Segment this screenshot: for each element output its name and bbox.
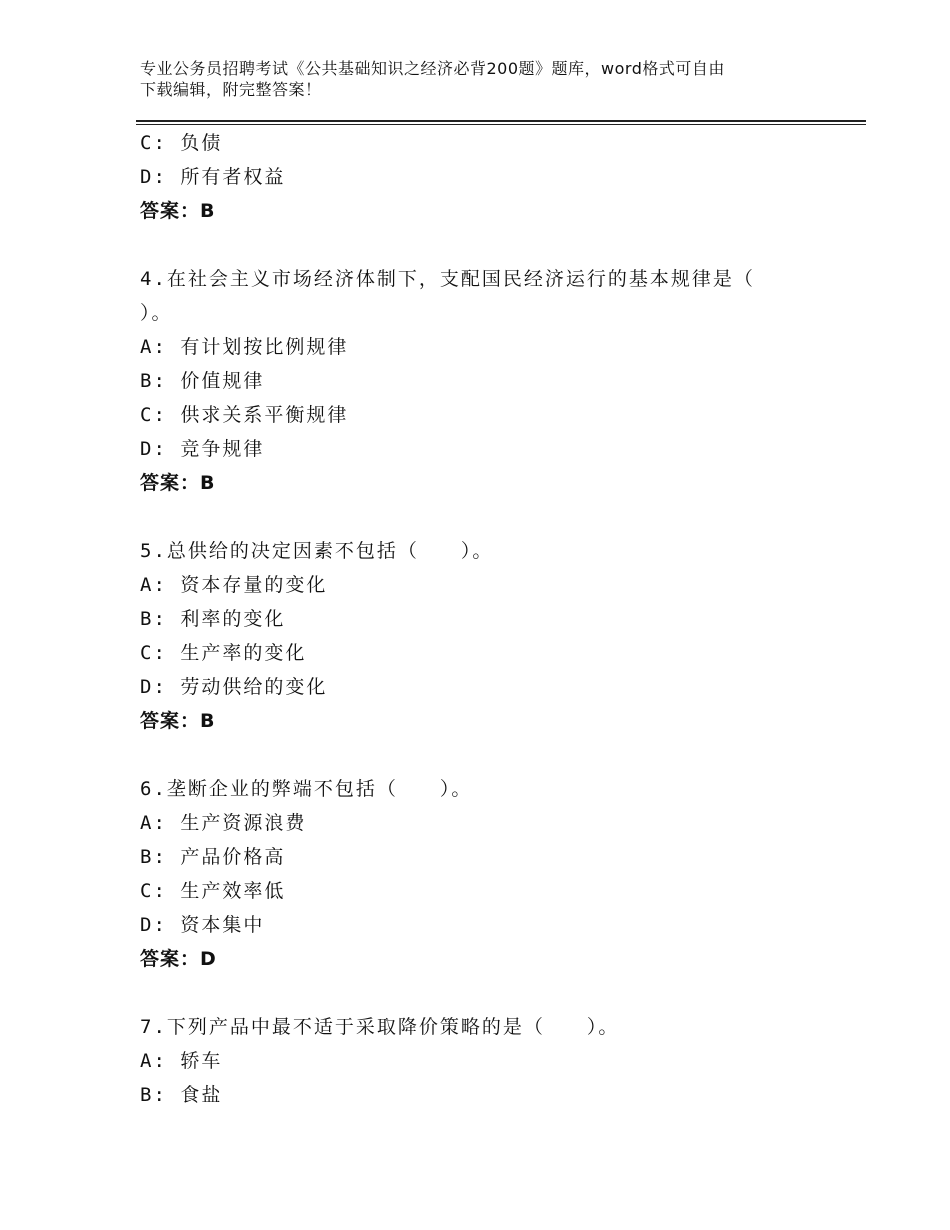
answer-label: 答案：B	[140, 710, 216, 732]
option-b: B: 食盐	[140, 1084, 223, 1106]
question-stem: 5.总供给的决定因素不包括（ ）。	[140, 540, 494, 562]
answer-label: 答案：B	[140, 472, 216, 494]
question-stem: 4.在社会主义市场经济体制下，支配国民经济运行的基本规律是（	[140, 268, 755, 290]
option-d: D: 劳动供给的变化	[140, 676, 328, 698]
question-block-prev	[140, 126, 840, 228]
question-list	[140, 126, 840, 1112]
option-a: A: 资本存量的变化	[140, 574, 328, 596]
option-c: C: 生产效率低	[140, 880, 286, 902]
question-block-6	[140, 772, 840, 976]
option-a: A: 生产资源浪费	[140, 812, 307, 834]
page-header	[140, 58, 820, 100]
option-d: D: 资本集中	[140, 914, 265, 936]
option-c: C: 供求关系平衡规律	[140, 404, 349, 426]
option-c: C: 负债	[140, 132, 223, 154]
question-stem: 7.下列产品中最不适于采取降价策略的是（ ）。	[140, 1016, 620, 1038]
option-c: C: 生产率的变化	[140, 642, 307, 664]
answer-label: 答案：B	[140, 200, 216, 222]
option-b: B: 利率的变化	[140, 608, 286, 630]
header-line-1: 专业公务员招聘考试《公共基础知识之经济必背200题》题库，word格式可自由	[140, 59, 725, 78]
option-a: A: 有计划按比例规律	[140, 336, 349, 358]
question-block-4	[140, 262, 840, 500]
question-block-5	[140, 534, 840, 738]
option-b: B: 价值规律	[140, 370, 265, 392]
question-stem: 6.垄断企业的弊端不包括（ ）。	[140, 778, 473, 800]
option-a: A: 轿车	[140, 1050, 223, 1072]
header-rule-thin	[136, 124, 866, 125]
header-line-2: 下载编辑，附完整答案！	[140, 80, 322, 99]
answer-label: 答案：D	[140, 948, 217, 970]
option-d: D: 竞争规律	[140, 438, 265, 460]
question-block-7	[140, 1010, 840, 1112]
option-d: D: 所有者权益	[140, 166, 286, 188]
header-rule-thick	[136, 120, 866, 122]
question-stem-continued: ）。	[140, 302, 173, 324]
option-b: B: 产品价格高	[140, 846, 286, 868]
